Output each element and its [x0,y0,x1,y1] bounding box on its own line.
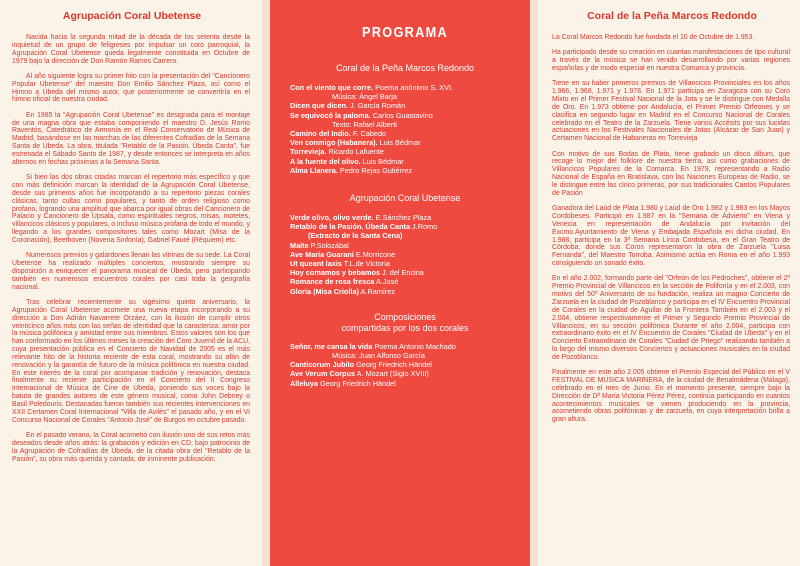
piece-author: Ricardo Lafuente [326,147,384,157]
piece-author: Pedro Rejas Gutiérrez [337,165,413,175]
piece-author: J. del Encina [380,268,424,278]
agrupacion-title: Agrupación Coral Ubetense [62,10,202,22]
piece-author: Georg Friedrich Händel [354,360,432,370]
program-piece [290,231,520,240]
piece-author: Poema Antonio Machado [372,341,456,351]
piece-author: Luis Bédmar [377,138,421,148]
section-pieces [290,213,520,296]
program-panel [270,0,530,566]
program-piece [290,166,520,175]
fold-divider [262,0,270,566]
piece-title: Verde olivo, olivo verde. [290,213,374,223]
piece-author: A. Mozart (Siglo XVIII) [355,369,429,379]
piece-title: Ven conmigo (Habanera). [290,138,378,148]
piece-title: Dicen que dicen. [290,101,348,111]
piece-title: A la fuente del olivo. [290,156,361,166]
program-piece [290,83,520,101]
section-title-line: compartidas por los dos corales [341,322,469,333]
program-piece [290,342,520,360]
piece-author: Poema anónimo S. XVI. [373,83,454,92]
piece-author: A.Ramírez [358,286,396,296]
program-piece [290,250,520,259]
piece-author: T.L.de Victoria [341,259,390,269]
piece-title: Ut queant laxis [290,259,342,269]
program-piece [290,259,520,268]
section-pieces [290,83,520,175]
piece-author: F. Cabedo [350,129,387,139]
right-paragraph: En el año 2.002, formando parte del "Orfeón de los Pedroches", obtiene el 2º Premio Provincial de Villancicos en la sección de Polifonía y en el 2.003, con motivo del 50º Aniversario de su fundación, realiza un magno Concierto de Zarzuela en la ciudad de Pozoblanco y participa en el IV Encuentro Provincial de Corales en la ciudad de Aguilar de la Frontera También en el 2.003 y el 2.004, obtiene respectivamente el Primer y Segundo Premio Provincial de Villancicos, en su sección polifónica Durante el año 2.004, participa con extraordinario éxito en el IV Encuentro de Corales "Ciudad de Úbeda" y en el Concierto Extraordinario de Corales "Ciudad de Priego" realizando también a lo largo del mismo diversos Conciertos y actuaciones musicales en la ciudad de Pozoblanco. [552,275,790,361]
right-paragraph: La Coral Marcos Redondo fue fundada el 10 de Octubre de 1.953. [552,34,755,41]
piece-title: Ave Verum Corpus [290,369,356,379]
left-paragraph: En 1985 la "Agrupación Coral Ubetense" es designada para el montaje de una magna obra que estaba componiendo el maestro D. Jesús Romo Raventós, Catedrático de Armonía en el Real Conservatorio de Música de Madrid, basándose en las marchas de las diferentes Cofradías de la Semana Santa de Úbeda. La obra, titulada "Retablo de la Pasión. Úbeda Canta", fue estrenada el Sábado Santo de 1987, y desde entonces se interpreta en años alternos en fechas próximas a la Semana Santa. [12,111,250,166]
program-piece [290,147,520,156]
piece-author: J.Romo [410,222,438,232]
section-title [290,312,520,334]
left-paragraph: Al año siguiente logra su primer hito con la presentación del "Cancionero Popular Ubetense" del maestro Don Emilio Sánchez Plaza, así como el Himno a Úbeda del mismo autor, que posteriormente se convertiría en el himno oficial de nuestra ciudad. [12,72,250,104]
section-title: Coral de la Peña Marcos Redondo [335,63,475,73]
piece-title: Alleluya [290,378,318,388]
piece-title: Gloria (Misa Criolla) [290,286,359,296]
left-panel [0,0,262,566]
program-piece [290,277,520,286]
piece-author: Luis Bédmar [360,156,404,166]
program-piece [290,138,520,147]
program-title: PROGRAMA [361,24,448,41]
program-piece [290,222,520,231]
piece-title: Canticorum Jubilo [290,360,355,370]
piece-title: Maite [290,240,309,250]
piece-title: Señor, me cansa la vida [290,341,373,351]
marcos-redondo-title: Coral de la Peña Marcos Redondo [587,10,757,22]
piece-credit: Música: Juan Alfonso García [332,351,425,361]
piece-author: E.Morricone [353,249,396,259]
piece-title: Retablo de la Pasión. Úbeda Canta [290,222,411,232]
piece-author: J. García Román [347,101,406,111]
piece-title: Torrevieja. [290,147,327,157]
left-paragraph: En el pasado verano, la Coral acometió con ilusión uno de sus retos más deseados desde años atrás: la grabación y edición en CD, bajo patrocinio de la Agrupación de Cofradías de Úbeda, de la citada obra del "Retablo de la Pasión", su obra más querida y cantada, de inminente publicación. [12,431,250,463]
right-paragraph: Ganadora del Laúd de Plata 1.980 y Laúd de Oro 1.982 y 1.983 en los Mayos Cordobeses. Participó en 1.987 en la "Semana de Advierto" en Viena y Venecia en representación de Andalucía por invitación del Excmo.Ayuntamiento de Viena y Embajada Española en dicha ciudad. En 1.988, participa en la 3ª Semana Lírica Cordobesa, en el Gran Teatro de Córdoba, donde sus Coros representaron la obra de Zarzuela "Luisa Fernanda", del Maestro Torroba. Asimismo actúa en Roma en el año 1.993 consiguiendo un sonado éxito. [552,205,790,268]
piece-author: E.Sánchez Plaza [373,213,432,223]
program-piece [290,268,520,277]
program-piece [290,101,520,110]
piece-title: (Extracto de la Santa Cena) [308,231,403,241]
program-piece [290,111,520,129]
fold-divider [530,0,538,566]
section-title-line: Composiciones [374,311,436,322]
piece-title: Alma Llanera. [290,165,338,175]
program-piece [290,213,520,222]
program-piece [290,241,520,250]
program-piece [290,360,520,369]
piece-title: Romance de rosa fresca [290,277,375,287]
left-paragraph: Nacida hacia la segunda mitad de la década de los setenta desde la inquietud de un grupo de feligreses por impulsar un coro parroquial, la Agrupación Coral Ubetense queda legalmente constituida en Octubre de 1979 bajo la dirección de Don Ramón Ramos Carrero. [12,34,250,65]
piece-author: Carlos Guastavino [370,110,433,120]
left-paragraph: Numerosos premios y galardones llenan las vitrinas de su sede. La Coral Ubetense ha realizado múltiples conciertos, mostrando siempre su disposición a enriquecer el panorama musical de Úbeda, pero participando también en numerosos encuentros corales por casi toda la geografía nacional. [12,252,250,291]
left-paragraph: Si bien las dos obras citadas marcan el repertorio más específico y que con más definición marcan la identidad de la Agrupación Coral Ubetense, desde sus primeros años fue incorporando a su repertorio piezas corales clásicas, tanto cultas como populares, y tanto de orden religioso como profano, logrando una amplitud que abarca por igual obras del Cancionero de Palacio y Cancionero de Upsala, como espirituales negros, misas, motetes, villancicos clásicos y populares, o incluso música profana de todo el mundo, y llegando a los grandes compositores tales como Mozart (Misa de la Coronación), Beethoven (Novena Sinfonía), Gabriel Fauré (Réquiem) etc. [12,174,250,244]
right-paragraph: Ha participado desde su creación en cuantas manifestaciones de tipo cultural a través de la música se han venido desarrollando por varias regiones españolas y de modo especial en nuestra Comarca y provincia. [552,49,790,73]
piece-author: A.José [374,277,399,287]
section-pieces [290,342,520,388]
piece-author: Georg Friedrich Händel [317,378,396,388]
program-piece [290,157,520,166]
piece-title: Hoy comamos y bebamos [290,268,381,278]
piece-title: Ave María Guaraní [290,249,354,259]
piece-title: Camino del Indio. [290,129,351,139]
program-piece [290,129,520,138]
piece-author: P.Solozábal [308,240,349,250]
program-piece [290,287,520,296]
left-paragraph: Tras celebrar recientemente su vigésimo quinto aniversario, la Agrupación Coral Ubetense acomete una nueva etapa incorporando a su dirección a Don Adrián Navarrete Orzáez, con la ilusión de cumplir otros veinticinco años más con las señas de identidad que la caracteriza: amor por la música polifónica y amistad entre sus miembros. Estos valores son los que han conformado en los últimos meses la creación del Coro Juvenil de la ACU, cuya presentación pública en el Concierto de Navidad de 2005 es el más relevante hito de la historia reciente de esta coral, mostrando su afán de renovación y la garantía de futuro de la música polifónica en nuestra ciudad. En este interés de la coral por acompasar tradición y renovación, destaca finalmente su reciente participación en el Concierto del II Congreso Internacional de Música de Cine de Úbeda, poniendo sus voces bajo la batuta de grandes autores de este género musical, como John Debney o Basil Poledouris. Destacadas fueron también sus recientes intervenciones en XXII Certamen Coral Internacional "Villa de Avilés" el pasado año, y en el VI Concurso Nacional de Corales "Antonio José" de Burgos en octubre pasado. [12,298,250,424]
program-piece [290,369,520,378]
piece-title: Con el viento que corre. [290,83,374,92]
section-title: Agrupación Coral Ubetense [349,193,461,204]
program-piece [290,379,520,388]
piece-credit: Texto: Rafael Alberti [332,119,397,129]
piece-credit: Música: Ángel Barja [332,92,397,102]
right-paragraph: Tiene en su haber primeros premios de Villancicos Provinciales en los años 1.966, 1.968, 1.971 y 1.978. En 1.971 participa en Zaragoza con su Coro Mixto en el Primer Festival Nacional de la Jota y se le distingue con Medalla de Oro. En 1.973 obtiene por Andalucía, el Primer Premio Orfeones y se clasifica en segundo lugar en Madrid en el Concurso Nacional de Corales celebrado en el Teatro de la Zarzuela. Tiene varios Accésits por sus lucidas actuaciones en los Festivales Nacionales de Jotas (Alcázar de San Juan) y Certamen Nacional de Habaneras en Torrevieja [552,80,790,143]
right-paragraph: Finalmente en este año 2.005 obtiene el Premio Especial del Público en el V FESTIVAL DE MÚSICA MARINERA, de la ciudad de Benalmádena (Málaga), celebrado en el mes de Junio. En el momento presente, siempre bajo la Dirección de Dª María Victoria Pérez Pérez, continúa participando en cuantos acontecimientos musicales se vienen produciendo en la provincia, acometiendo obras polifónicas y de zarzuela, en cuya interpretación brilla a gran altura. [552,369,790,424]
piece-title: Se equivocó la paloma. [290,110,371,120]
right-paragraph: Con motivo de sus Bodas de Plata, tiene grabado un disco álbum, que recoge lo mejor del folklore de nuestra tierra, así como grabaciones de Villancicos Populares de la Comarca. En 1979, representando a Radio Nacional de España en Bratislava, con las Naciones Europeas de Radio, se le distingue entre las cinco primeras, por sus tradicionales Cantos Populares de Pasión [552,150,790,197]
right-panel [538,0,800,566]
